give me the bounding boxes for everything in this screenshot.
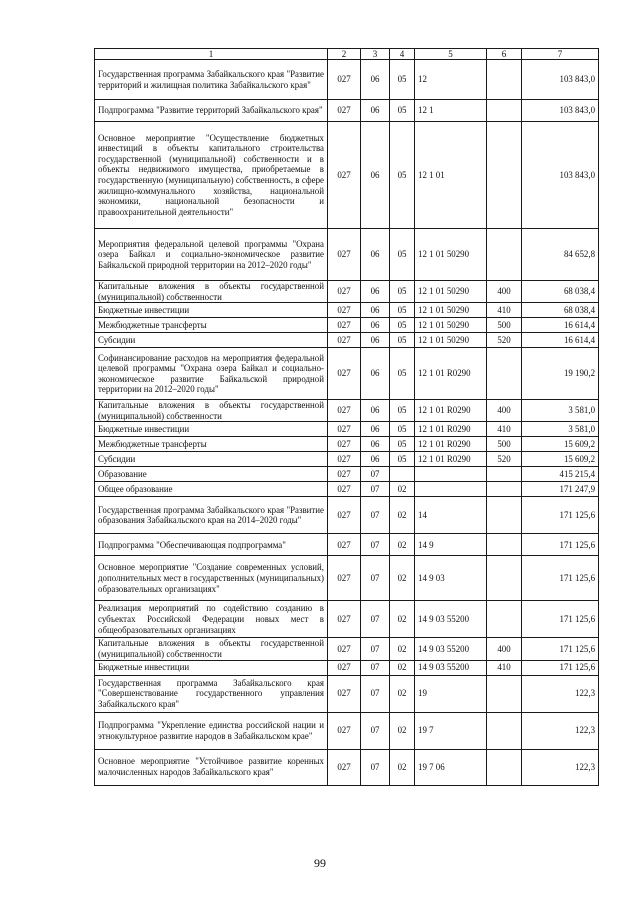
- section-code-cell: 07: [361, 675, 390, 712]
- amount-cell: 68 038,4: [522, 303, 599, 318]
- grbs-code-cell: 027: [328, 281, 361, 303]
- subsection-code-cell: 05: [390, 60, 415, 100]
- amount-cell: 15 609,2: [522, 452, 599, 467]
- expense-type-cell: 410: [487, 660, 522, 675]
- expense-type-cell: [487, 122, 522, 229]
- table-row: [95, 497, 599, 534]
- target-article-cell: [415, 482, 487, 497]
- row-name-cell: Общее образование: [95, 482, 328, 497]
- grbs-code-cell: 027: [328, 122, 361, 229]
- table-row: [95, 452, 599, 467]
- table-row: [95, 601, 599, 638]
- grbs-code-cell: 027: [328, 601, 361, 638]
- section-code-cell: 07: [361, 556, 390, 601]
- grbs-code-cell: 027: [328, 60, 361, 100]
- grbs-code-cell: 027: [328, 318, 361, 333]
- target-article-cell: 19 7: [415, 712, 487, 749]
- target-article-cell: 14 9 03: [415, 556, 487, 601]
- section-code-cell: 06: [361, 452, 390, 467]
- amount-cell: 16 614,4: [522, 333, 599, 348]
- section-code-cell: 07: [361, 601, 390, 638]
- table-row: [95, 556, 599, 601]
- column-number-cell: 3: [361, 49, 390, 60]
- expense-type-cell: 410: [487, 303, 522, 318]
- expense-type-cell: [487, 675, 522, 712]
- subsection-code-cell: 02: [390, 749, 415, 785]
- amount-cell: 122,3: [522, 749, 599, 785]
- expense-type-cell: [487, 348, 522, 400]
- expense-type-cell: [487, 100, 522, 122]
- expense-type-cell: 520: [487, 452, 522, 467]
- table-row: [95, 534, 599, 556]
- row-name-cell: Бюджетные инвестиции: [95, 660, 328, 675]
- expense-type-cell: [487, 556, 522, 601]
- table-row: [95, 333, 599, 348]
- amount-cell: 171 125,6: [522, 556, 599, 601]
- grbs-code-cell: 027: [328, 452, 361, 467]
- row-name-cell: Подпрограмма "Развитие территорий Забайкальского края": [95, 100, 328, 122]
- amount-cell: 415 215,4: [522, 467, 599, 482]
- amount-cell: 3 581,0: [522, 400, 599, 422]
- grbs-code-cell: 027: [328, 497, 361, 534]
- section-code-cell: 06: [361, 303, 390, 318]
- amount-cell: 171 125,6: [522, 534, 599, 556]
- subsection-code-cell: 05: [390, 400, 415, 422]
- subsection-code-cell: 02: [390, 534, 415, 556]
- target-article-cell: 12 1 01 R0290: [415, 348, 487, 400]
- target-article-cell: 12 1 01 50290: [415, 303, 487, 318]
- target-article-cell: 14: [415, 497, 487, 534]
- section-code-cell: 06: [361, 422, 390, 437]
- target-article-cell: 12 1 01 50290: [415, 281, 487, 303]
- table-row: [95, 348, 599, 400]
- section-code-cell: 06: [361, 400, 390, 422]
- column-number-cell: 4: [390, 49, 415, 60]
- section-code-cell: 06: [361, 122, 390, 229]
- table-row: [95, 100, 599, 122]
- subsection-code-cell: 05: [390, 422, 415, 437]
- table-row: [95, 303, 599, 318]
- table-row: [95, 675, 599, 712]
- grbs-code-cell: 027: [328, 556, 361, 601]
- expense-type-cell: 400: [487, 638, 522, 660]
- amount-cell: 19 190,2: [522, 348, 599, 400]
- grbs-code-cell: 027: [328, 303, 361, 318]
- subsection-code-cell: 05: [390, 122, 415, 229]
- table-row: [95, 712, 599, 749]
- section-code-cell: 06: [361, 60, 390, 100]
- target-article-cell: 14 9: [415, 534, 487, 556]
- expense-type-cell: 400: [487, 281, 522, 303]
- grbs-code-cell: 027: [328, 100, 361, 122]
- amount-cell: 15 609,2: [522, 437, 599, 452]
- subsection-code-cell: 02: [390, 660, 415, 675]
- column-number-cell: 1: [95, 49, 328, 60]
- amount-cell: 84 652,8: [522, 229, 599, 281]
- section-code-cell: 07: [361, 534, 390, 556]
- subsection-code-cell: 05: [390, 333, 415, 348]
- row-name-cell: Государственная программа Забайкальского края "Развитие образования Забайкальского края на 2014–2020 годы": [95, 497, 328, 534]
- section-code-cell: 07: [361, 660, 390, 675]
- grbs-code-cell: 027: [328, 400, 361, 422]
- row-name-cell: Государственная программа Забайкальского края "Развитие территорий и жилищная политика Забайкальского края": [95, 60, 328, 100]
- expense-type-cell: 520: [487, 333, 522, 348]
- subsection-code-cell: 05: [390, 318, 415, 333]
- grbs-code-cell: 027: [328, 534, 361, 556]
- amount-cell: 171 125,6: [522, 497, 599, 534]
- subsection-code-cell: 02: [390, 482, 415, 497]
- page-number: 99: [314, 856, 326, 870]
- row-name-cell: Государственная программа Забайкальского края "Совершенствование государственного управления Забайкальского края": [95, 675, 328, 712]
- target-article-cell: 19 7 06: [415, 749, 487, 785]
- table-row: [95, 60, 599, 100]
- target-article-cell: 14 9 03 55200: [415, 601, 487, 638]
- expense-type-cell: [487, 229, 522, 281]
- target-article-cell: 12: [415, 60, 487, 100]
- amount-cell: 171 247,9: [522, 482, 599, 497]
- grbs-code-cell: 027: [328, 660, 361, 675]
- subsection-code-cell: 02: [390, 556, 415, 601]
- subsection-code-cell: 05: [390, 100, 415, 122]
- row-name-cell: Основное мероприятие "Устойчивое развитие коренных малочисленных народов Забайкальского края": [95, 749, 328, 785]
- subsection-code-cell: 02: [390, 601, 415, 638]
- target-article-cell: 19: [415, 675, 487, 712]
- table-row: [95, 422, 599, 437]
- target-article-cell: 14 9 03 55200: [415, 660, 487, 675]
- row-name-cell: Капитальные вложения в объекты государственной (муниципальной) собственности: [95, 400, 328, 422]
- row-name-cell: Субсидии: [95, 333, 328, 348]
- subsection-code-cell: 05: [390, 229, 415, 281]
- expense-type-cell: [487, 60, 522, 100]
- section-code-cell: 07: [361, 712, 390, 749]
- budget-table-body: [95, 49, 599, 786]
- column-number-cell: 7: [522, 49, 599, 60]
- row-name-cell: Капитальные вложения в объекты государственной (муниципальной) собственности: [95, 638, 328, 660]
- target-article-cell: [415, 467, 487, 482]
- amount-cell: 103 843,0: [522, 100, 599, 122]
- row-name-cell: Субсидии: [95, 452, 328, 467]
- target-article-cell: 12 1 01 R0290: [415, 400, 487, 422]
- row-name-cell: Основное мероприятие "Осуществление бюджетных инвестиций в объекты капитального строительства государственной (муниципальной) собственности и в объекты недвижимого имущества, приобретаемые в государственную (муниципальную) собственность, в сфере жилищно-коммунального хозяйства, национальной экономики, национальной безопасности и правоохранительной деятельности": [95, 122, 328, 229]
- subsection-code-cell: 02: [390, 712, 415, 749]
- section-code-cell: 07: [361, 749, 390, 785]
- grbs-code-cell: 027: [328, 749, 361, 785]
- section-code-cell: 06: [361, 437, 390, 452]
- grbs-code-cell: 027: [328, 333, 361, 348]
- section-code-cell: 06: [361, 333, 390, 348]
- amount-cell: 16 614,4: [522, 318, 599, 333]
- subsection-code-cell: 05: [390, 281, 415, 303]
- column-number-row: [95, 49, 599, 60]
- subsection-code-cell: [390, 467, 415, 482]
- amount-cell: 3 581,0: [522, 422, 599, 437]
- target-article-cell: 12 1 01 50290: [415, 318, 487, 333]
- section-code-cell: 07: [361, 467, 390, 482]
- expense-type-cell: [487, 467, 522, 482]
- column-number-cell: 5: [415, 49, 487, 60]
- section-code-cell: 06: [361, 318, 390, 333]
- row-name-cell: Софинансирование расходов на мероприятия федеральной целевой программы "Охрана озера Байкал и социально-экономическое развитие Байкальской природной территории на 2012–2020 годы": [95, 348, 328, 400]
- section-code-cell: 06: [361, 100, 390, 122]
- subsection-code-cell: 05: [390, 303, 415, 318]
- amount-cell: 103 843,0: [522, 122, 599, 229]
- table-row: [95, 437, 599, 452]
- target-article-cell: 12 1 01 R0290: [415, 452, 487, 467]
- table-row: [95, 281, 599, 303]
- table-row: [95, 318, 599, 333]
- row-name-cell: Бюджетные инвестиции: [95, 422, 328, 437]
- row-name-cell: Межбюджетные трансферты: [95, 318, 328, 333]
- section-code-cell: 06: [361, 281, 390, 303]
- table-row: [95, 400, 599, 422]
- amount-cell: 171 125,6: [522, 638, 599, 660]
- row-name-cell: Подпрограмма "Обеспечивающая подпрограмма": [95, 534, 328, 556]
- expense-type-cell: [487, 712, 522, 749]
- target-article-cell: 12 1 01: [415, 122, 487, 229]
- expense-type-cell: [487, 601, 522, 638]
- column-number-cell: 2: [328, 49, 361, 60]
- expense-type-cell: [487, 497, 522, 534]
- amount-cell: 171 125,6: [522, 660, 599, 675]
- expense-type-cell: [487, 534, 522, 556]
- row-name-cell: Мероприятия федеральной целевой программы "Охрана озера Байкал и социально-экономическое развитие Байкальской природной территории на 2012–2020 годы": [95, 229, 328, 281]
- section-code-cell: 06: [361, 229, 390, 281]
- row-name-cell: Межбюджетные трансферты: [95, 437, 328, 452]
- subsection-code-cell: 02: [390, 675, 415, 712]
- amount-cell: 122,3: [522, 675, 599, 712]
- target-article-cell: 12 1 01 50290: [415, 333, 487, 348]
- subsection-code-cell: 02: [390, 497, 415, 534]
- section-code-cell: 07: [361, 482, 390, 497]
- expense-type-cell: 410: [487, 422, 522, 437]
- budget-table: [94, 48, 599, 786]
- grbs-code-cell: 027: [328, 437, 361, 452]
- table-row: [95, 638, 599, 660]
- row-name-cell: Реализация мероприятий по содействию созданию в субъектах Российской Федерации новых мест в общеобразовательных организациях: [95, 601, 328, 638]
- amount-cell: 122,3: [522, 712, 599, 749]
- section-code-cell: 07: [361, 638, 390, 660]
- row-name-cell: Основное мероприятие "Создание современных условий, дополнительных мест в государственных (муниципальных) образовательных организациях": [95, 556, 328, 601]
- grbs-code-cell: 027: [328, 422, 361, 437]
- amount-cell: 103 843,0: [522, 60, 599, 100]
- target-article-cell: 12 1 01 R0290: [415, 422, 487, 437]
- target-article-cell: 14 9 03 55200: [415, 638, 487, 660]
- table-row: [95, 482, 599, 497]
- grbs-code-cell: 027: [328, 229, 361, 281]
- row-name-cell: Образование: [95, 467, 328, 482]
- row-name-cell: Бюджетные инвестиции: [95, 303, 328, 318]
- table-row: [95, 749, 599, 785]
- table-row: [95, 660, 599, 675]
- table-row: [95, 229, 599, 281]
- target-article-cell: 12 1 01 R0290: [415, 437, 487, 452]
- grbs-code-cell: 027: [328, 712, 361, 749]
- expense-type-cell: [487, 482, 522, 497]
- grbs-code-cell: 027: [328, 482, 361, 497]
- amount-cell: 68 038,4: [522, 281, 599, 303]
- amount-cell: 171 125,6: [522, 601, 599, 638]
- row-name-cell: Капитальные вложения в объекты государственной (муниципальной) собственности: [95, 281, 328, 303]
- table-row: [95, 122, 599, 229]
- table-row: [95, 467, 599, 482]
- grbs-code-cell: 027: [328, 638, 361, 660]
- subsection-code-cell: 05: [390, 348, 415, 400]
- section-code-cell: 06: [361, 348, 390, 400]
- column-number-cell: 6: [487, 49, 522, 60]
- grbs-code-cell: 027: [328, 348, 361, 400]
- expense-type-cell: 500: [487, 437, 522, 452]
- expense-type-cell: [487, 749, 522, 785]
- grbs-code-cell: 027: [328, 675, 361, 712]
- section-code-cell: 07: [361, 497, 390, 534]
- subsection-code-cell: 02: [390, 638, 415, 660]
- subsection-code-cell: 05: [390, 437, 415, 452]
- expense-type-cell: 500: [487, 318, 522, 333]
- subsection-code-cell: 05: [390, 452, 415, 467]
- row-name-cell: Подпрограмма "Укрепление единства российской нации и этнокультурное развитие народов в Забайкальском крае": [95, 712, 328, 749]
- target-article-cell: 12 1: [415, 100, 487, 122]
- grbs-code-cell: 027: [328, 467, 361, 482]
- target-article-cell: 12 1 01 50290: [415, 229, 487, 281]
- expense-type-cell: 400: [487, 400, 522, 422]
